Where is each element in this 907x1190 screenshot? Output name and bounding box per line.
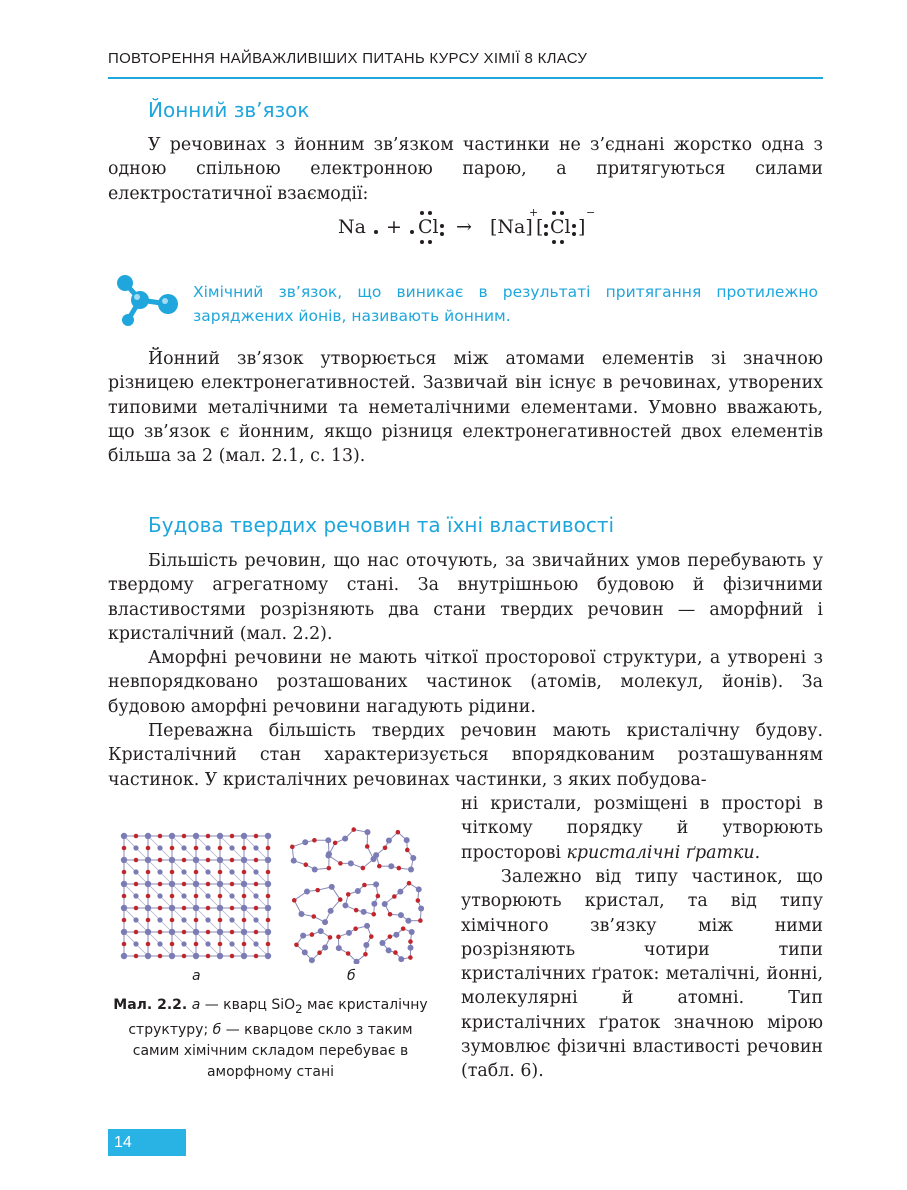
- electron-dot: [560, 211, 564, 215]
- formula-na-ion: [Na]: [490, 216, 533, 238]
- formula-plus: +: [386, 216, 402, 238]
- electron-dot: [552, 240, 556, 244]
- formula-cl-bracket-close: ]: [578, 216, 586, 238]
- paragraph-solids-states: Більшість речовин, що нас оточують, за звичайних умов перебувають у твердому агрегатному стані. За внутрішньою будовою й фізичними властивостями розрізняють два стани твердих речовин — аморфний і кристалічний (мал. 2.2).: [108, 551, 823, 644]
- electron-dot: [572, 232, 576, 236]
- ionic-formula: [338, 206, 598, 250]
- electron-dot: [572, 224, 576, 228]
- paragraph-amorphous: Аморфні речовини не мають чіткої просторової структури, а утворені з невпорядковано розташованих частинок (атомів, молекул, йонів). За будовою аморфні речовини нагадують рідини.: [108, 648, 823, 717]
- formula-arrow: →: [456, 216, 472, 238]
- electron-dot: [552, 211, 556, 215]
- quartz-glass-figure: [288, 826, 436, 964]
- page-number: 14: [108, 1129, 186, 1156]
- running-header: ПОВТОРЕННЯ НАЙВАЖЛИВІШИХ ПИТАНЬ КУРСУ ХІМІЇ 8 КЛАСУ: [108, 50, 588, 67]
- electron-dot: [440, 232, 444, 236]
- formula-na: Na: [338, 216, 366, 238]
- electron-dot: [544, 232, 548, 236]
- electron-dot: [410, 230, 414, 234]
- paragraph-ionic-intro: У речовинах з йонним зв’язком частинки не з’єднані жорстко одна з одною спільною електронною парою, а притягуються силами електростатичної взаємодії:: [108, 135, 823, 204]
- paragraph-lattice-types: Залежно від типу частинок, що утворюють кристал, та від типу хімічного зв’язку між ними розрізняють чотири типи кристалічних ґраток: металічні, йонні, молекулярні й атомні. Тип кристалічних ґраток значною мірою зумовлює фізичні властивості речовин (табл. 6).: [461, 867, 823, 1082]
- definition-ionic-bond: Хімічний зв’язок, що виникає в результаті притягання протилежно заряджених йонів, називають йонним.: [193, 283, 818, 325]
- section-title-ionic-bond: Йонний зв’язок: [148, 98, 310, 122]
- formula-na-charge: +: [529, 206, 539, 219]
- formula-cl-bracket-open: [: [536, 216, 544, 238]
- figure-label-b: б: [347, 968, 356, 984]
- header-divider: [108, 77, 823, 79]
- electron-dot: [428, 211, 432, 215]
- term-crystal-lattice: кристалічні ґратки: [566, 842, 755, 863]
- paragraph-ionic-bond: Йонний зв’язок утворюється між атомами елементів зі значною різницею електронегативностей. Зазвичай він існує в речовинах, утворених типовими металічними та неметалічними елементами. Умовно вважають, що зв’язок є йонним, якщо різниця електронегативностей двох елементів більша за 2 (мал. 2.1, с. 13).: [108, 349, 823, 467]
- figure-label-a: а: [192, 968, 201, 984]
- electron-dot: [374, 230, 378, 234]
- paragraph-crystalline: Переважна більшість твердих речовин мають кристалічну будову. Кристалічний стан характеризується впорядкованим розташуванням частинок. У кристалічних речовинах частинки, з яких побудова-: [108, 721, 823, 790]
- electron-dot: [420, 240, 424, 244]
- electron-dot: [428, 240, 432, 244]
- electron-dot: [440, 224, 444, 228]
- formula-cl-charge: −: [586, 206, 596, 219]
- paragraph-crystalline-cont: ні кристали, розміщені в просторі в чіткому порядку й утворюють просторові кристалічні ґратки.: [461, 794, 823, 863]
- section-title-solids: Будова твердих речовин та їхні властивості: [148, 513, 615, 537]
- formula-cl-ion: Cl: [550, 216, 571, 238]
- electron-dot: [420, 211, 424, 215]
- electron-dot: [560, 240, 564, 244]
- molecule-icon: [112, 272, 180, 328]
- figure-caption: Мал. 2.2. а — кварц SiO$_2$ має кристалічну структуру; б — кварцове скло з таким самим хімічним складом перебуває в аморфному стані: [113, 997, 428, 1080]
- formula-cl: Cl: [418, 216, 439, 238]
- electron-dot: [544, 224, 548, 228]
- quartz-crystal-figure: [116, 826, 278, 964]
